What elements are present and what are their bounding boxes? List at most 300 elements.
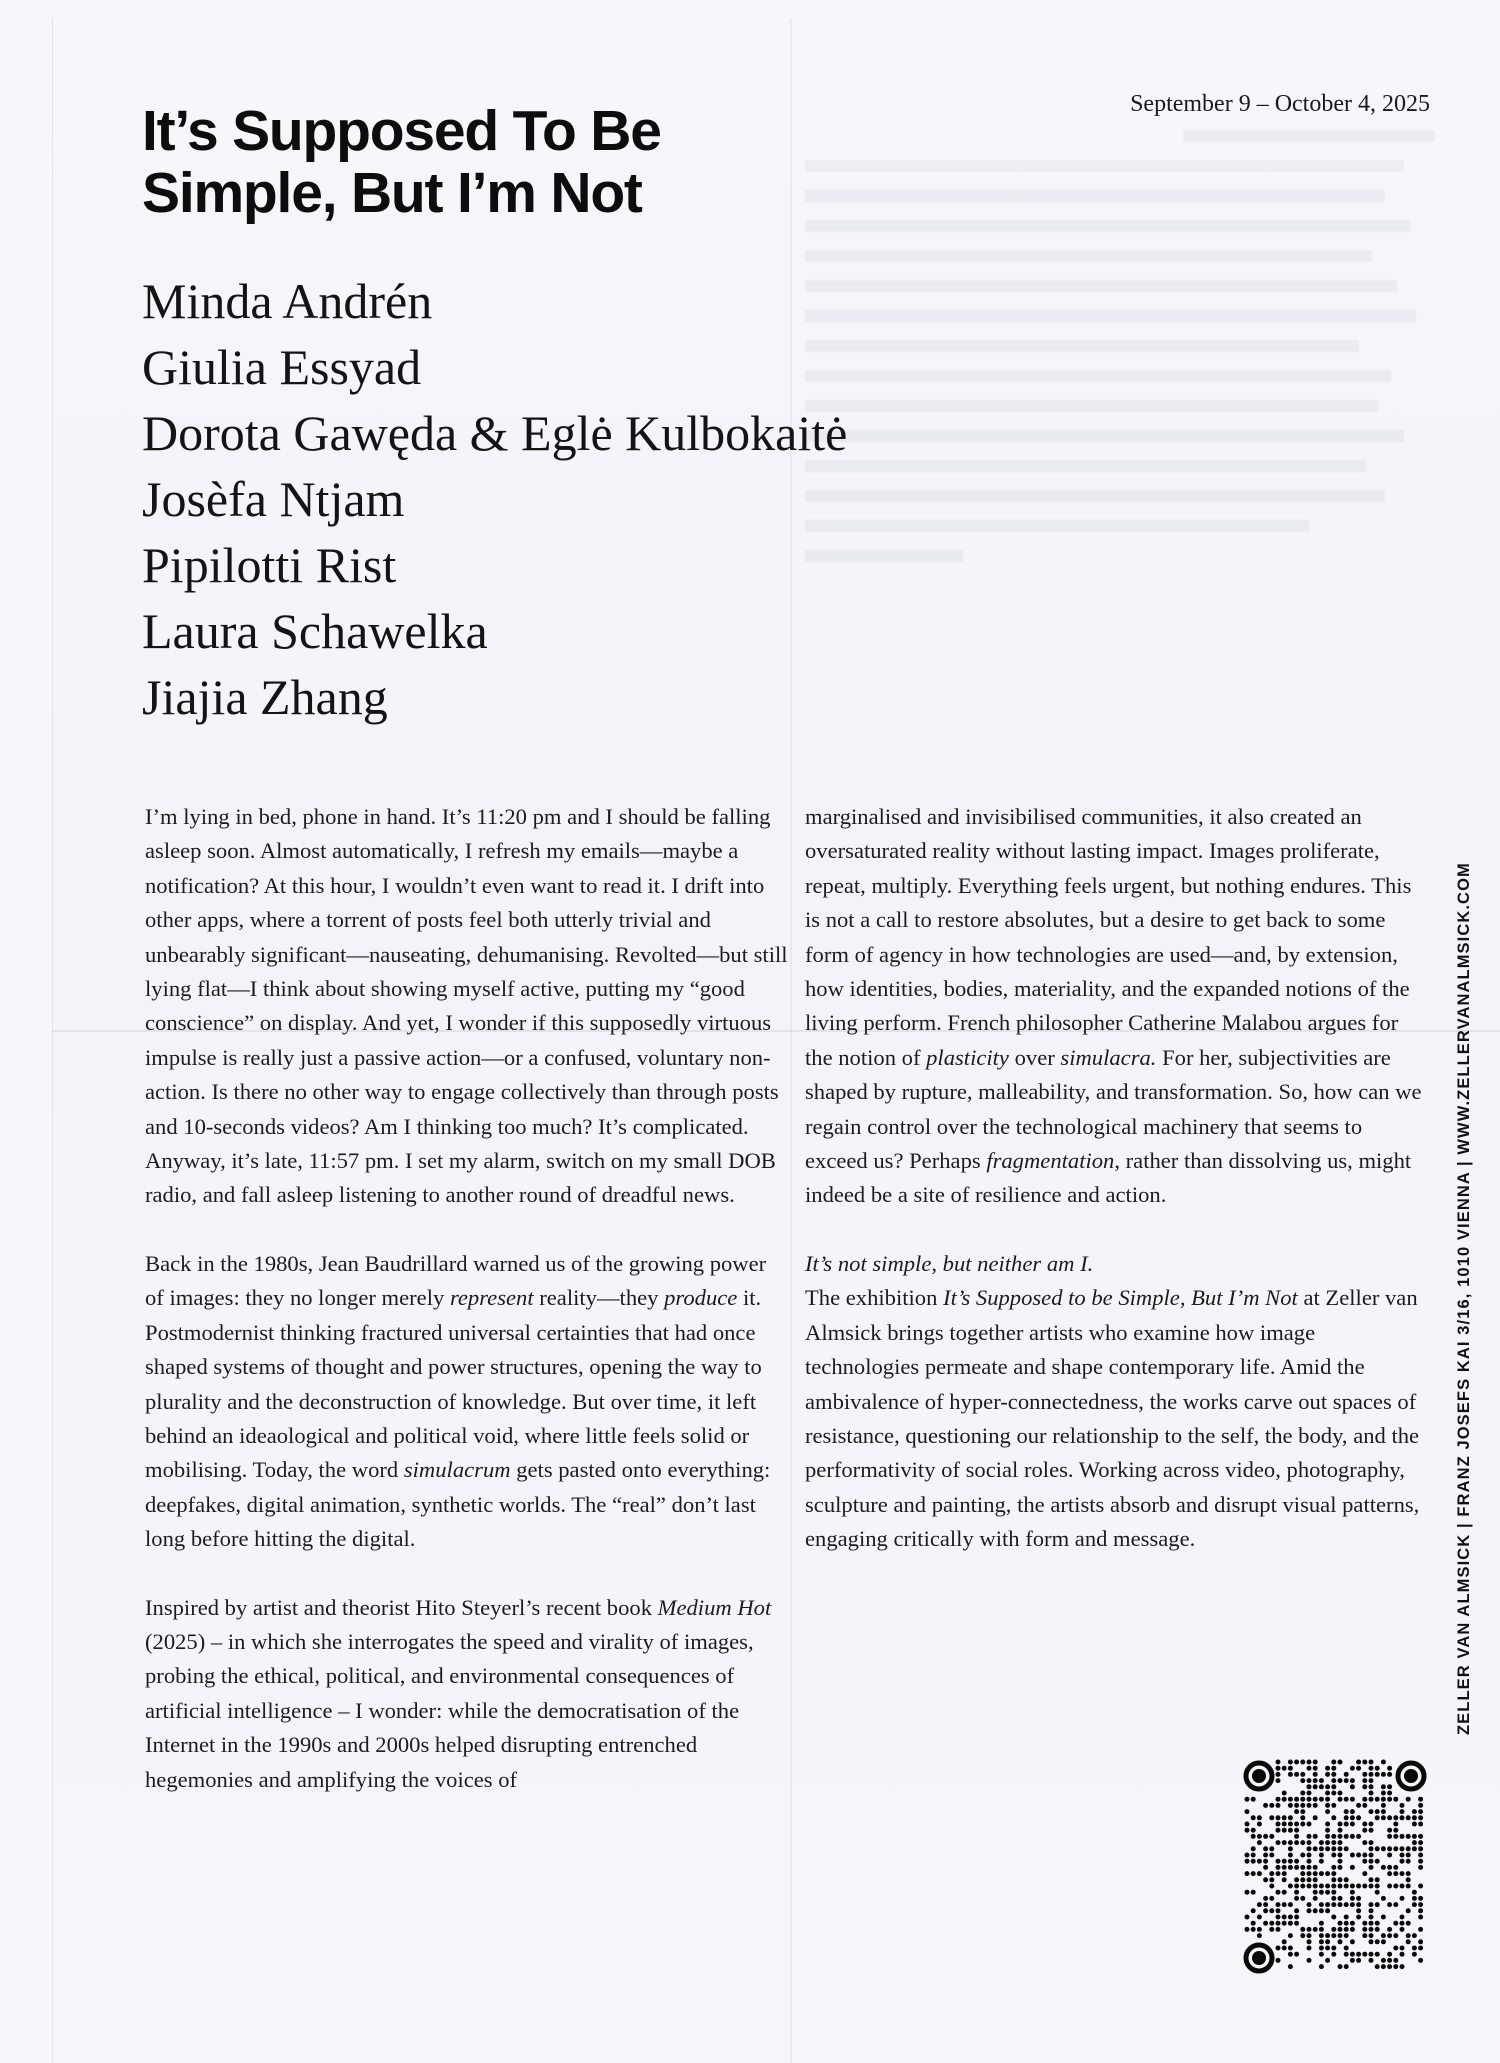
- qr-module: [1381, 1797, 1386, 1802]
- qr-module: [1381, 1896, 1386, 1901]
- qr-module: [1257, 1933, 1262, 1938]
- qr-module: [1288, 1933, 1293, 1938]
- qr-module: [1294, 1915, 1299, 1920]
- qr-module: [1406, 1884, 1411, 1889]
- qr-module: [1269, 1884, 1274, 1889]
- qr-module: [1344, 1946, 1349, 1951]
- qr-module: [1412, 1890, 1417, 1895]
- qr-module: [1307, 1834, 1312, 1839]
- qr-module: [1294, 1921, 1299, 1926]
- qr-module: [1319, 1964, 1324, 1969]
- artist-name: Jiajia Zhang: [142, 669, 388, 725]
- qr-module: [1251, 1859, 1256, 1864]
- qr-module: [1381, 1915, 1386, 1920]
- text-run: (2025) – in which she interrogates the speed and virality of images, probing the ethical, political, and environmental consequences of artificial intelligence – I wonder: while the democratisation of the Internet in the 1990s and 2000s helped disrupting entrenched hegemonies and amplifying the voices of: [145, 1628, 754, 1792]
- qr-module: [1362, 1921, 1367, 1926]
- qr-module: [1307, 1939, 1312, 1944]
- qr-module: [1412, 1815, 1417, 1820]
- qr-module: [1294, 1884, 1299, 1889]
- qr-module: [1325, 1809, 1330, 1814]
- qr-module: [1387, 1865, 1392, 1870]
- qr-module: [1381, 1815, 1386, 1820]
- qr-module: [1263, 1921, 1268, 1926]
- qr-module: [1400, 1803, 1405, 1808]
- gallery-address-sidebar: ZELLER VAN ALMSICK | FRANZ JOSEFS KAI 3/16, 1010 VIENNA | WWW.ZELLERVANALMSICK.COM: [1455, 862, 1473, 1735]
- qr-module: [1331, 1760, 1336, 1765]
- qr-module: [1350, 1797, 1355, 1802]
- qr-module: [1325, 1846, 1330, 1851]
- qr-module: [1331, 1884, 1336, 1889]
- qr-module: [1400, 1846, 1405, 1851]
- qr-module: [1350, 1815, 1355, 1820]
- qr-module: [1313, 1908, 1318, 1913]
- qr-module: [1251, 1908, 1256, 1913]
- qr-module: [1325, 1797, 1330, 1802]
- qr-module: [1300, 1853, 1305, 1858]
- exhibition-title: [142, 100, 661, 224]
- text-run: , rather than dissolving us, might indeed be a site of resilience and action.: [805, 1148, 1412, 1208]
- qr-module: [1338, 1865, 1343, 1870]
- qr-module: [1412, 1834, 1417, 1839]
- qr-module: [1387, 1834, 1392, 1839]
- qr-module: [1375, 1772, 1380, 1777]
- qr-module: [1406, 1933, 1411, 1938]
- qr-module: [1381, 1958, 1386, 1963]
- qr-module: [1276, 1865, 1281, 1870]
- qr-module: [1331, 1834, 1336, 1839]
- qr-module: [1331, 1840, 1336, 1845]
- essay-paragraph: [805, 800, 1430, 1213]
- qr-module: [1288, 1766, 1293, 1771]
- qr-module: [1393, 1884, 1398, 1889]
- qr-module: [1276, 1871, 1281, 1876]
- qr-module: [1369, 1797, 1374, 1802]
- qr-code-icon[interactable]: [1243, 1758, 1427, 1976]
- qr-module: [1350, 1853, 1355, 1858]
- qr-module: [1381, 1939, 1386, 1944]
- qr-module: [1331, 1803, 1336, 1808]
- qr-module: [1251, 1797, 1256, 1802]
- qr-module: [1294, 1797, 1299, 1802]
- qr-module: [1387, 1853, 1392, 1858]
- qr-module: [1325, 1803, 1330, 1808]
- essay-paragraph: [805, 1247, 1430, 1557]
- qr-module: [1257, 1834, 1262, 1839]
- qr-module: [1387, 1958, 1392, 1963]
- qr-module: [1307, 1946, 1312, 1951]
- qr-module: [1313, 1846, 1318, 1851]
- qr-module: [1393, 1822, 1398, 1827]
- qr-module: [1381, 1784, 1386, 1789]
- qr-module: [1325, 1902, 1330, 1907]
- qr-module: [1393, 1846, 1398, 1851]
- qr-module: [1381, 1964, 1386, 1969]
- qr-module: [1313, 1927, 1318, 1932]
- qr-module: [1300, 1865, 1305, 1870]
- qr-module: [1325, 1884, 1330, 1889]
- qr-module: [1381, 1809, 1386, 1814]
- qr-module: [1294, 1834, 1299, 1839]
- qr-module: [1288, 1803, 1293, 1808]
- qr-module: [1331, 1927, 1336, 1932]
- qr-module: [1381, 1933, 1386, 1938]
- qr-module: [1288, 1828, 1293, 1833]
- qr-module: [1369, 1933, 1374, 1938]
- qr-module: [1313, 1890, 1318, 1895]
- qr-module: [1300, 1896, 1305, 1901]
- qr-module: [1325, 1766, 1330, 1771]
- qr-module: [1362, 1828, 1367, 1833]
- qr-module: [1313, 1877, 1318, 1882]
- qr-module: [1418, 1834, 1423, 1839]
- qr-module: [1356, 1915, 1361, 1920]
- qr-module: [1251, 1815, 1256, 1820]
- text-run: The exhibition: [805, 1285, 944, 1311]
- text-run: it. Postmodernist thinking fractured universal certainties that had once shaped systems of thought and power structures, opening the way to plurality and the deconstruction of knowledge. But over time, it left behind an ideaological and political void, where little feels solid or mobilising. Today, the word: [145, 1285, 762, 1483]
- qr-module: [1393, 1946, 1398, 1951]
- qr-module: [1313, 1834, 1318, 1839]
- qr-module: [1350, 1834, 1355, 1839]
- qr-module: [1338, 1822, 1343, 1827]
- qr-module: [1362, 1760, 1367, 1765]
- qr-module: [1300, 1760, 1305, 1765]
- qr-module: [1257, 1871, 1262, 1876]
- qr-module: [1350, 1927, 1355, 1932]
- qr-module: [1344, 1921, 1349, 1926]
- qr-module: [1307, 1958, 1312, 1963]
- qr-module: [1307, 1884, 1312, 1889]
- qr-module: [1331, 1896, 1336, 1901]
- qr-module: [1369, 1921, 1374, 1926]
- qr-module: [1319, 1952, 1324, 1957]
- qr-module: [1356, 1853, 1361, 1858]
- qr-module: [1313, 1865, 1318, 1870]
- qr-module: [1393, 1865, 1398, 1870]
- qr-module: [1387, 1815, 1392, 1820]
- text-run: over: [1008, 1044, 1061, 1070]
- qr-module: [1350, 1884, 1355, 1889]
- qr-module: [1282, 1828, 1287, 1833]
- qr-module: [1300, 1877, 1305, 1882]
- qr-module: [1307, 1760, 1312, 1765]
- qr-module: [1331, 1865, 1336, 1870]
- qr-module: [1393, 1797, 1398, 1802]
- qr-module: [1338, 1778, 1343, 1783]
- qr-module: [1288, 1760, 1293, 1765]
- qr-module: [1257, 1815, 1262, 1820]
- qr-module: [1245, 1828, 1250, 1833]
- qr-module: [1344, 1846, 1349, 1851]
- qr-module: [1369, 1846, 1374, 1851]
- exhibition-title-inline: It’s Supposed to be Simple, But I’m Not: [943, 1285, 1298, 1311]
- qr-module: [1406, 1815, 1411, 1820]
- qr-module: [1269, 1871, 1274, 1876]
- qr-module: [1381, 1865, 1386, 1870]
- qr-module: [1325, 1908, 1330, 1913]
- qr-module: [1369, 1791, 1374, 1796]
- qr-module: [1307, 1803, 1312, 1808]
- qr-module: [1369, 1809, 1374, 1814]
- book-title: Medium Hot: [657, 1594, 772, 1620]
- title-line: Simple, But I’m Not: [142, 161, 642, 225]
- qr-module: [1350, 1952, 1355, 1957]
- qr-module: [1288, 1921, 1293, 1926]
- qr-module: [1331, 1853, 1336, 1858]
- qr-module: [1300, 1791, 1305, 1796]
- qr-module: [1362, 1884, 1367, 1889]
- qr-module: [1294, 1809, 1299, 1814]
- qr-module: [1313, 1884, 1318, 1889]
- qr-module: [1350, 1766, 1355, 1771]
- qr-module: [1387, 1964, 1392, 1969]
- qr-module: [1288, 1822, 1293, 1827]
- qr-module: [1356, 1803, 1361, 1808]
- qr-module: [1325, 1828, 1330, 1833]
- qr-module: [1350, 1896, 1355, 1901]
- qr-module: [1418, 1915, 1423, 1920]
- qr-module: [1269, 1834, 1274, 1839]
- qr-module: [1387, 1791, 1392, 1796]
- qr-module: [1319, 1933, 1324, 1938]
- qr-module: [1282, 1797, 1287, 1802]
- show-through-texture: [805, 112, 1435, 580]
- qr-module: [1344, 1797, 1349, 1802]
- qr-module: [1276, 1890, 1281, 1895]
- qr-module: [1276, 1908, 1281, 1913]
- qr-module: [1418, 1853, 1423, 1858]
- qr-module: [1412, 1952, 1417, 1957]
- qr-module: [1307, 1778, 1312, 1783]
- qr-module: [1325, 1946, 1330, 1951]
- qr-module: [1307, 1933, 1312, 1938]
- artist-name: Dorota Gawęda & Eglė Kulbokaitė: [142, 405, 848, 461]
- qr-module: [1369, 1778, 1374, 1783]
- qr-module: [1325, 1834, 1330, 1839]
- qr-module: [1412, 1846, 1417, 1851]
- qr-module: [1288, 1772, 1293, 1777]
- qr-module: [1288, 1884, 1293, 1889]
- text-run: marginalised and invisibilised communities, it also created an oversaturated reality without lasting impact. Images proliferate, repeat, multiply. Everything feels urgent, but nothing endures. This is not a call to restore absolutes, but a desire to get back to some form of agency in how technologies are used—and, by extension, how identities, bodies, materiality, and the expanded notions of the living perform. French philosopher Catherine Malabou argues for the notion of: [805, 804, 1412, 1070]
- qr-module: [1406, 1939, 1411, 1944]
- qr-module: [1344, 1952, 1349, 1957]
- qr-module: [1319, 1884, 1324, 1889]
- qr-module: [1418, 1822, 1423, 1827]
- qr-module: [1412, 1809, 1417, 1814]
- qr-module: [1251, 1834, 1256, 1839]
- qr-module: [1369, 1865, 1374, 1870]
- qr-module: [1344, 1772, 1349, 1777]
- qr-module: [1325, 1958, 1330, 1963]
- qr-module: [1369, 1877, 1374, 1882]
- text-run: at Zeller van Almsick brings together artists who examine how image technologies permeate and shape contemporary life. Amid the ambivalence of hyper-connectedness, the works carve out spaces of resistance, questioning our relationship to the self, the body, and the performativity of social roles. Working across video, photography, sculpture and painting, the artists absorb and disrupt visual patterns, engaging critically with form and message.: [805, 1285, 1420, 1552]
- qr-module: [1387, 1846, 1392, 1851]
- qr-module: [1356, 1834, 1361, 1839]
- qr-module: [1288, 1859, 1293, 1864]
- qr-module: [1251, 1828, 1256, 1833]
- essay-paragraph: [145, 1591, 790, 1797]
- qr-module: [1338, 1791, 1343, 1796]
- qr-module: [1400, 1921, 1405, 1926]
- qr-module: [1387, 1884, 1392, 1889]
- qr-module: [1325, 1933, 1330, 1938]
- qr-module: [1412, 1822, 1417, 1827]
- qr-module: [1338, 1877, 1343, 1882]
- qr-module: [1400, 1946, 1405, 1951]
- qr-module: [1418, 1958, 1423, 1963]
- qr-module: [1362, 1933, 1367, 1938]
- qr-module: [1418, 1908, 1423, 1913]
- qr-module: [1276, 1760, 1281, 1765]
- qr-module: [1338, 1902, 1343, 1907]
- qr-module: [1319, 1927, 1324, 1932]
- qr-module: [1418, 1797, 1423, 1802]
- qr-module: [1300, 1840, 1305, 1845]
- qr-module: [1331, 1772, 1336, 1777]
- qr-module: [1245, 1809, 1250, 1814]
- qr-module: [1375, 1964, 1380, 1969]
- qr-module: [1406, 1797, 1411, 1802]
- qr-module: [1269, 1853, 1274, 1858]
- qr-module: [1288, 1815, 1293, 1820]
- qr-module: [1369, 1927, 1374, 1932]
- artist-name: Josèfa Ntjam: [142, 471, 405, 527]
- qr-module: [1276, 1946, 1281, 1951]
- qr-module: [1276, 1859, 1281, 1864]
- qr-module: [1294, 1896, 1299, 1901]
- qr-module: [1400, 1927, 1405, 1932]
- qr-module: [1387, 1766, 1392, 1771]
- qr-module: [1288, 1946, 1293, 1951]
- qr-module: [1412, 1902, 1417, 1907]
- qr-module: [1338, 1797, 1343, 1802]
- qr-module: [1356, 1760, 1361, 1765]
- qr-module: [1362, 1778, 1367, 1783]
- emphasis: simulacra.: [1060, 1044, 1157, 1070]
- qr-module: [1338, 1853, 1343, 1858]
- qr-module: [1282, 1871, 1287, 1876]
- qr-module: [1294, 1840, 1299, 1845]
- qr-module: [1393, 1921, 1398, 1926]
- qr-module: [1313, 1815, 1318, 1820]
- qr-module: [1387, 1952, 1392, 1957]
- qr-module: [1276, 1803, 1281, 1808]
- qr-module: [1300, 1927, 1305, 1932]
- qr-module: [1369, 1939, 1374, 1944]
- qr-module: [1245, 1915, 1250, 1920]
- qr-module: [1282, 1840, 1287, 1845]
- qr-module: [1338, 1760, 1343, 1765]
- qr-module: [1412, 1946, 1417, 1951]
- qr-module: [1276, 1766, 1281, 1771]
- qr-module: [1375, 1815, 1380, 1820]
- qr-module: [1369, 1859, 1374, 1864]
- qr-module: [1331, 1915, 1336, 1920]
- qr-module: [1300, 1809, 1305, 1814]
- qr-module: [1300, 1772, 1305, 1777]
- qr-module: [1257, 1822, 1262, 1827]
- qr-module: [1350, 1784, 1355, 1789]
- qr-module: [1294, 1822, 1299, 1827]
- qr-module: [1418, 1865, 1423, 1870]
- qr-module: [1282, 1766, 1287, 1771]
- qr-module: [1307, 1877, 1312, 1882]
- qr-module: [1356, 1896, 1361, 1901]
- qr-module: [1375, 1939, 1380, 1944]
- qr-module: [1257, 1902, 1262, 1907]
- qr-module: [1381, 1846, 1386, 1851]
- qr-module: [1387, 1927, 1392, 1932]
- qr-module: [1350, 1958, 1355, 1963]
- qr-module: [1369, 1840, 1374, 1845]
- qr-module: [1294, 1908, 1299, 1913]
- qr-module: [1276, 1902, 1281, 1907]
- qr-module: [1313, 1797, 1318, 1802]
- qr-module: [1257, 1915, 1262, 1920]
- qr-module: [1387, 1828, 1392, 1833]
- qr-module: [1263, 1865, 1268, 1870]
- qr-module: [1325, 1871, 1330, 1876]
- qr-module: [1276, 1915, 1281, 1920]
- qr-module: [1300, 1822, 1305, 1827]
- qr-module: [1406, 1921, 1411, 1926]
- qr-module: [1325, 1890, 1330, 1895]
- qr-module: [1288, 1865, 1293, 1870]
- qr-module: [1393, 1933, 1398, 1938]
- qr-module: [1369, 1828, 1374, 1833]
- qr-module: [1307, 1846, 1312, 1851]
- qr-module: [1319, 1908, 1324, 1913]
- qr-module: [1288, 1915, 1293, 1920]
- qr-module: [1307, 1784, 1312, 1789]
- qr-module: [1257, 1859, 1262, 1864]
- qr-module: [1412, 1896, 1417, 1901]
- qr-module: [1269, 1896, 1274, 1901]
- qr-module: [1294, 1865, 1299, 1870]
- qr-module: [1369, 1915, 1374, 1920]
- qr-module: [1288, 1952, 1293, 1957]
- qr-module: [1276, 1778, 1281, 1783]
- qr-module: [1269, 1921, 1274, 1926]
- qr-module: [1307, 1822, 1312, 1827]
- qr-module: [1387, 1933, 1392, 1938]
- qr-module: [1319, 1846, 1324, 1851]
- qr-module: [1307, 1766, 1312, 1771]
- qr-module: [1307, 1859, 1312, 1864]
- qr-module: [1307, 1840, 1312, 1845]
- qr-module: [1331, 1877, 1336, 1882]
- qr-module: [1338, 1921, 1343, 1926]
- qr-module: [1387, 1797, 1392, 1802]
- qr-module: [1356, 1952, 1361, 1957]
- emphasis: plasticity: [926, 1044, 1009, 1070]
- qr-module: [1294, 1952, 1299, 1957]
- qr-module: [1331, 1846, 1336, 1851]
- qr-module: [1418, 1815, 1423, 1820]
- qr-module: [1406, 1859, 1411, 1864]
- qr-module: [1257, 1927, 1262, 1932]
- qr-module: [1282, 1921, 1287, 1926]
- qr-module: [1263, 1846, 1268, 1851]
- qr-module: [1400, 1952, 1405, 1957]
- qr-module: [1338, 1884, 1343, 1889]
- qr-module: [1400, 1859, 1405, 1864]
- qr-module: [1251, 1921, 1256, 1926]
- qr-module: [1350, 1778, 1355, 1783]
- qr-module: [1369, 1952, 1374, 1957]
- qr-module: [1356, 1884, 1361, 1889]
- qr-module: [1418, 1896, 1423, 1901]
- qr-module: [1282, 1791, 1287, 1796]
